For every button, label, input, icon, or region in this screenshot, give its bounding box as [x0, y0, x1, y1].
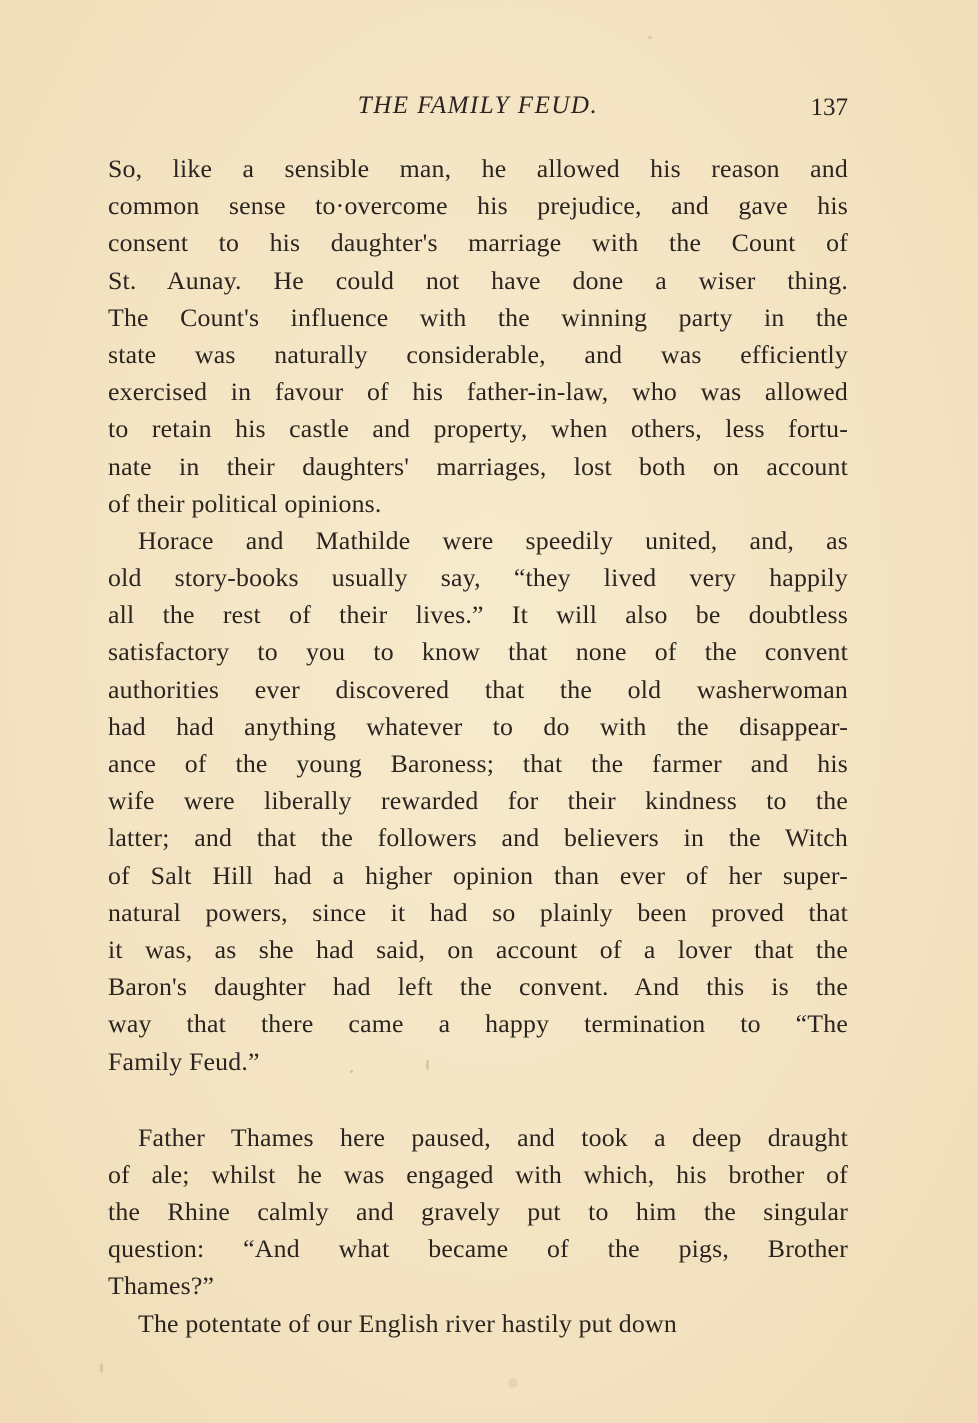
text-line: old story-books usually say, “they lived very happily: [108, 563, 848, 593]
text-line: authorities ever discovered that the old washerwoman: [108, 674, 848, 704]
page-number: 137: [810, 94, 848, 121]
text-line: St. Aunay. He could not have done a wiser thing.: [108, 265, 848, 295]
text-line: the Rhine calmly and gravely put to him the singular: [108, 1197, 848, 1227]
text-line: Baron's daughter had left the convent. And this is the: [108, 972, 848, 1002]
text-line: The potentate of our English river hastily put down: [138, 1308, 677, 1338]
text-line: latter; and that the followers and believers in the Witch: [108, 823, 848, 853]
text-line: all the rest of their lives.” It will also be doubtless: [108, 600, 848, 630]
paragraph: [108, 1305, 848, 1342]
text-line: Thames?”: [108, 1271, 215, 1301]
text-line: of Salt Hill had a higher opinion than ever of her super-: [108, 860, 848, 890]
running-title: THE FAMILY FEUD.: [357, 92, 599, 119]
text-line: wife were liberally rewarded for their kindness to the: [108, 786, 848, 816]
section-break: [108, 1080, 848, 1119]
text-line: Horace and Mathilde were speedily united, and, as: [138, 525, 848, 555]
ink-speck: [508, 1378, 518, 1388]
ink-speck: [100, 1364, 103, 1372]
paragraph: [108, 1119, 848, 1305]
text-line: Family Feud.”: [108, 1046, 260, 1076]
text-line: nate in their daughters' marriages, lost both on account: [108, 451, 848, 481]
body-text: [108, 150, 848, 1342]
text-line: natural powers, since it had so plainly been proved that: [108, 897, 848, 927]
text-line: satisfactory to you to know that none of the convent: [108, 637, 848, 667]
text-line: consent to his daughter's marriage with the Count of: [108, 228, 848, 258]
text-line: had had anything whatever to do with the disappear-: [108, 711, 848, 741]
text-line: state was naturally considerable, and was efficiently: [108, 339, 848, 369]
text-line: of their political opinions.: [108, 488, 382, 518]
paragraph: [108, 150, 848, 522]
text-line: The Count's influence with the winning party in the: [108, 302, 848, 332]
text-line: way that there came a happy termination to “The: [108, 1009, 848, 1039]
text-line: common sense to·overcome his prejudice, and gave his: [108, 191, 848, 221]
text-line: of ale; whilst he was engaged with which, his brother of: [108, 1159, 848, 1189]
text-line: Father Thames here paused, and took a deep draught: [138, 1122, 848, 1152]
paragraph: [108, 522, 848, 1080]
text-line: So, like a sensible man, he allowed his reason and: [108, 154, 848, 183]
text-line: exercised in favour of his father-in-law, who was allowed: [108, 377, 848, 407]
text-line: ance of the young Baroness; that the farmer and his: [108, 749, 848, 778]
text-line: question: “And what became of the pigs, Brother: [108, 1234, 848, 1264]
text-line: to retain his castle and property, when others, less fortu-: [108, 414, 848, 444]
ink-speck: [648, 36, 652, 39]
text-line: it was, as she had said, on account of a lover that the: [108, 934, 848, 964]
running-head: [108, 88, 848, 128]
